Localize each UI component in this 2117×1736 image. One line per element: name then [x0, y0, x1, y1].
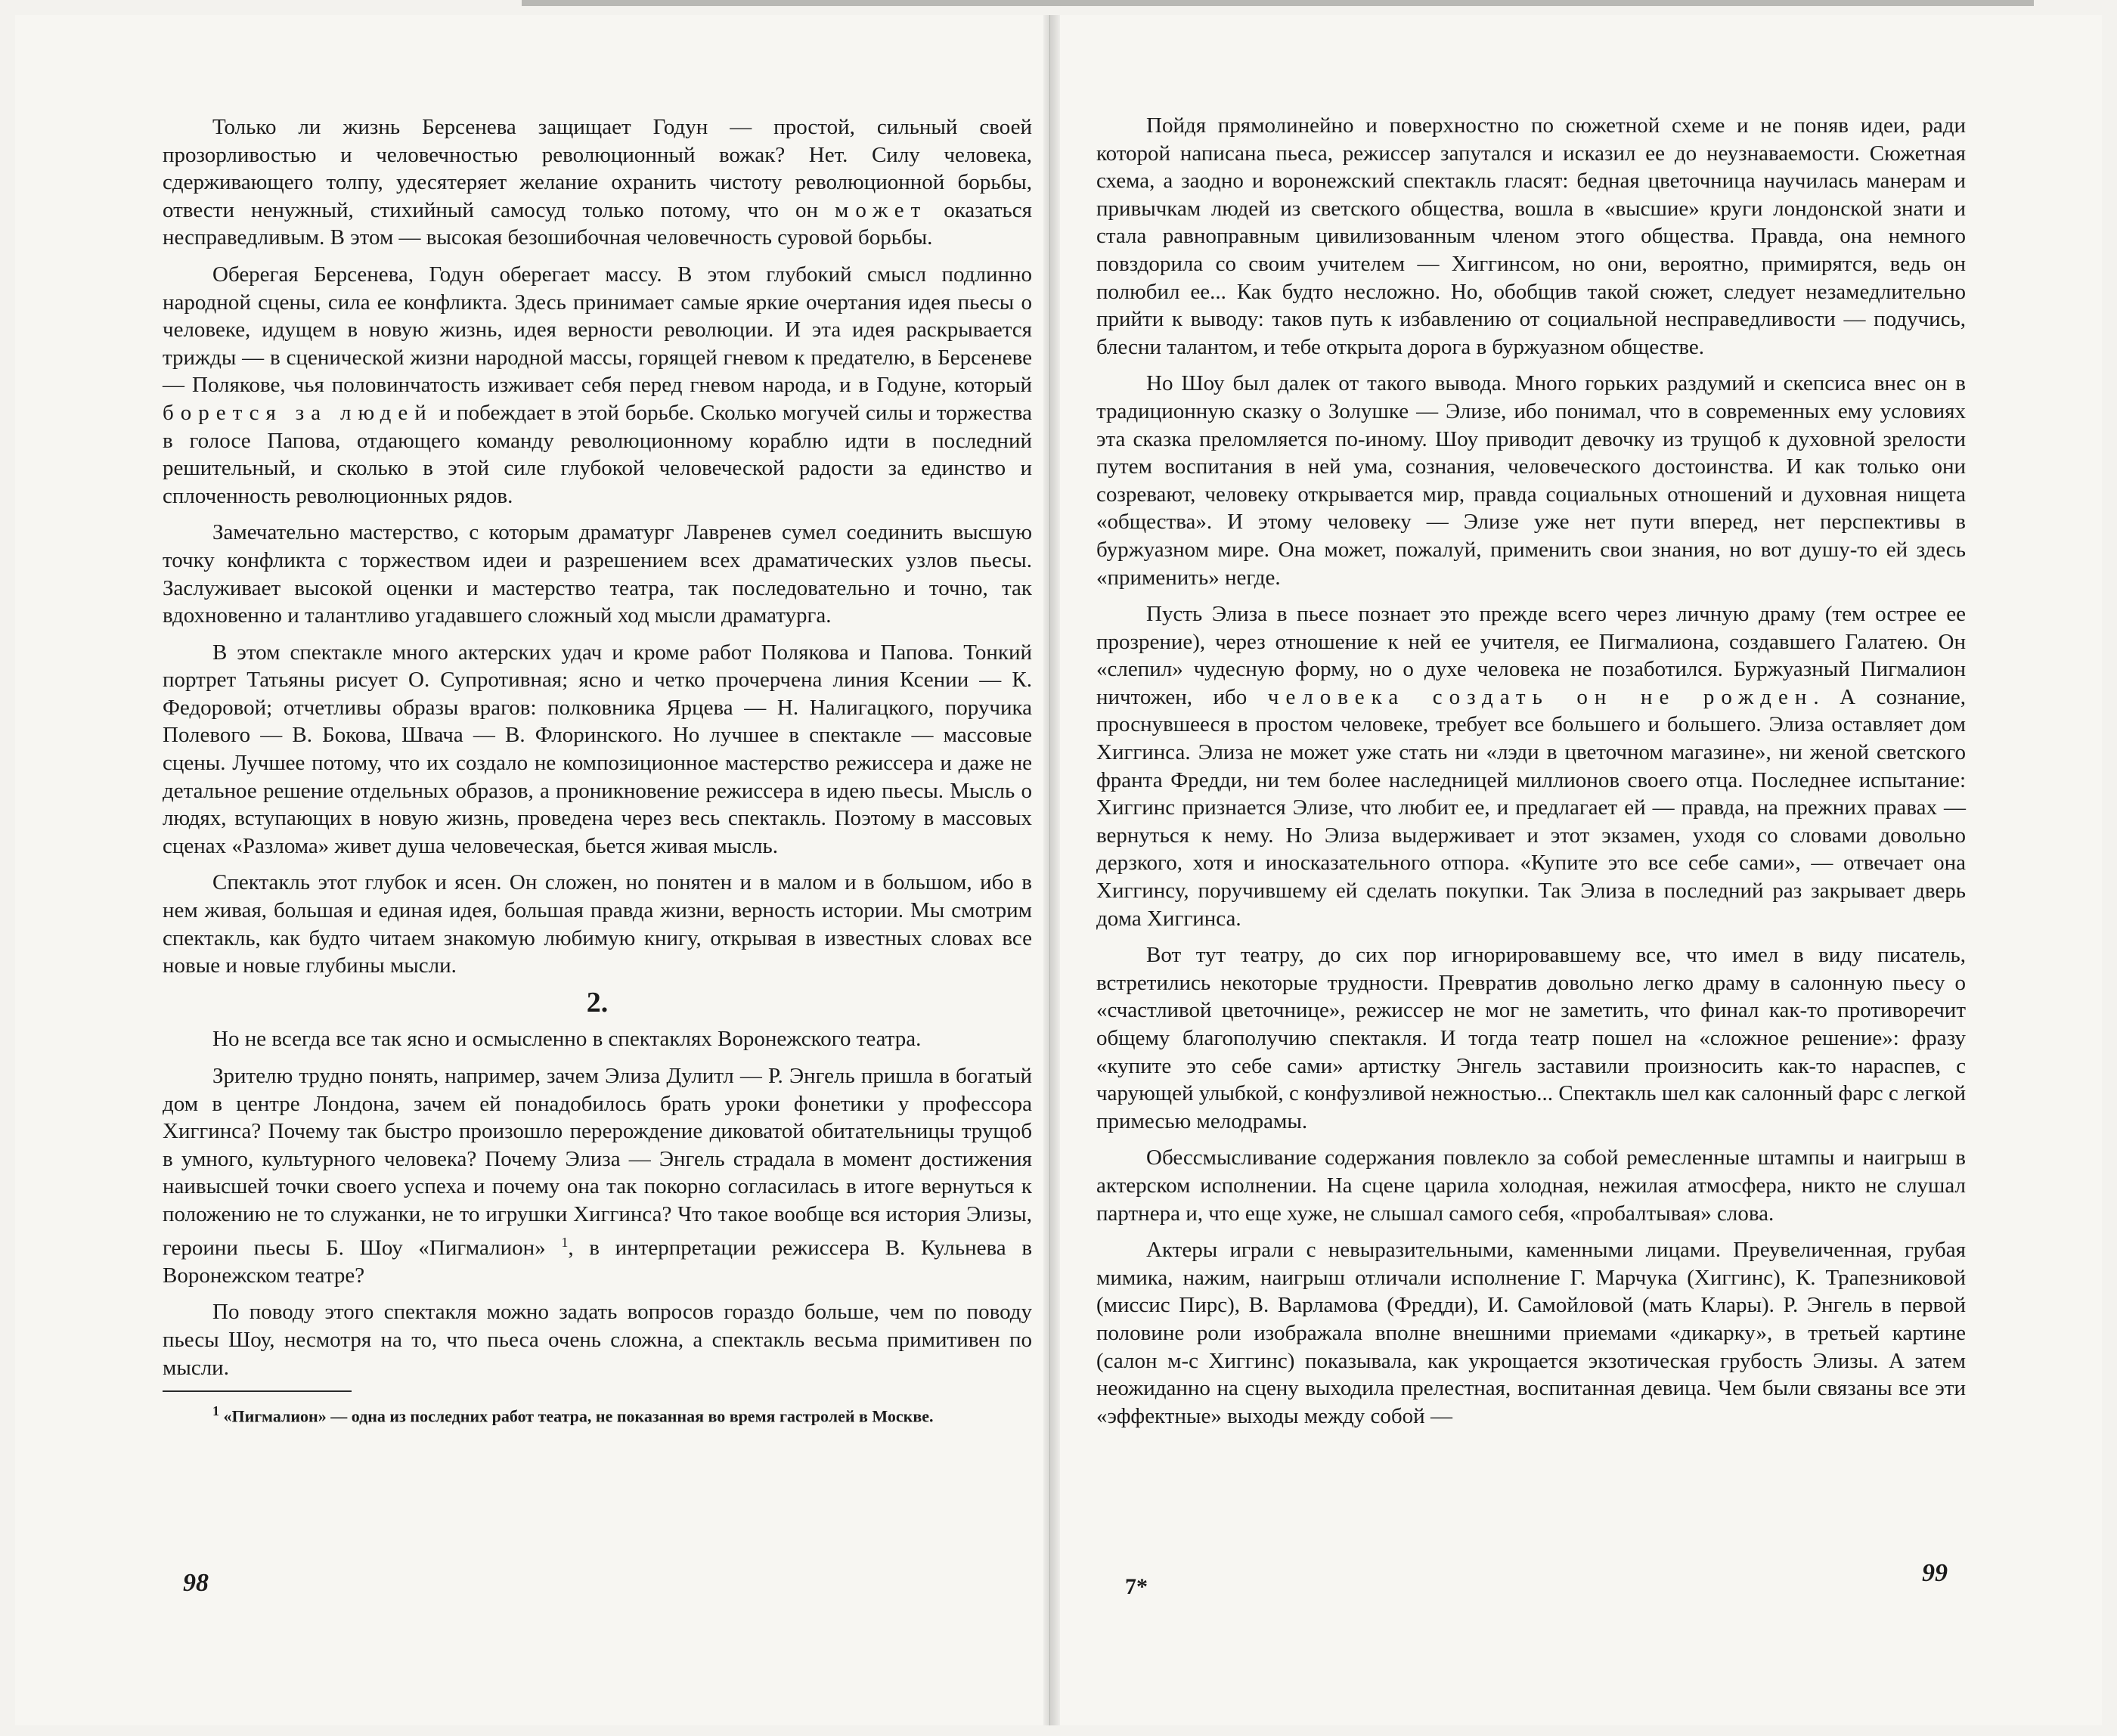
- left-page-text: [163, 113, 1032, 1437]
- paragraph-text: Зрителю трудно понять, например, зачем Элиза Дулитл — Р. Энгель пришла в богатый дом в центре Лондона, зачем ей понадобилось брать уроки фонетики у профессора Хиггинса? Почему так быстро произошло перерождение диковатой обитательницы трущоб в умного, культурного человека? Почему Элиза — Энгель страдала в момент достижения наивысшей точки своего успеха и почему она так покорно согласилась в итоге вернуться к положению не то служанки, не то игрушки Хиггинса? Что такое вообще вся история Элизы, героини пьесы Б. Шоу «Пигмалион»: [163, 1064, 1032, 1260]
- paragraph: Замечательно мастерство, с которым драматург Лавренев сумел соединить высшую точку конфликта с торжеством идеи и разрешением всех драматических узлов пьесы. Заслуживает высокой оценки и мастерство театра, так последовательно и точно, так вдохновенно и талантливо угадавшего сложный ход мысли драматурга.: [163, 520, 1032, 628]
- paragraph: Только ли жизнь Берсенева защищает Годун — простой, сильный своей прозорливостью и человечностью революционный вожак? Нет. Силу человека, сдерживающего толпу, удесятеряет желание охранить чистоту революционной борьбы, отвести ненужный, стихийный самосуд только потому, что он может оказаться несправедливым. В этом — высокая безошибочная человечность суровой борьбы.: [163, 115, 1032, 250]
- footnote: [163, 1400, 1032, 1428]
- paragraph: Пусть Элиза в пьесе познает это прежде всего через личную драму (тем острее ее прозрение), через отношение к ней ее учителя, ее Пигмалиона, создавшего Галатею. Он «слепил» чудесную форму, но о духе человека не позаботился. Буржуазный Пигмалион ничтожен, ибо человека создать он не рожден. А сознание, проснувшееся в простом человеке, требует все большего и большего. Элиза оставляет дом Хиггинса. Элиза не может уже стать ни «лэди в цветочном магазине», ни женой светского франта Фредди, ни тем более наследницей миллионов своего отца. Последнее испытание: Хиггинс признается Элизе, что любит ее, и предлагает ей — правда, на прежних правах — вернуться к нему. Но Элиза выдерживает и этот экзамен, уходя со словами довольно дерзкого, хотя и иносказательного отпора. «Купите это все себе сами», — отвечает она Хиггинсу, поручившему ей сделать покупки. Так Элиза в последний раз закрывает дверь дома Хиггинса.: [1096, 602, 1967, 931]
- spaced-emphasis: человека создать он не рожден: [1267, 684, 1814, 709]
- spaced-emphasis: борется за людей: [163, 400, 433, 425]
- spaced-emphasis: может: [834, 197, 928, 222]
- paragraph: Обессмысливание содержания повлекло за собой ремесленные штампы и наигрыш в актерском исполнении. На сцене царила холодная, нежилая атмосфера, никто не слушал партнера и, что еще хуже, не слышал самого себя, «пробалтывая» слова.: [1096, 1145, 1966, 1226]
- paragraph: Зрителю трудно понять, например, зачем Элиза Дулитл — Р. Энгель пришла в богатый дом в центре Лондона, зачем ей понадобилось брать уроки фонетики у профессора Хиггинса? Почему так быстро произошло перерождение диковатой обитательницы трущоб в умного, культурного человека? Почему Элиза — Энгель страдала в момент достижения наивысшей точки своего успеха и почему она так покорно согласилась в итоге вернуться к положению не то служанки, не то игрушки Хиггинса? Что такое вообще вся история Элизы, героини пьесы Б. Шоу «Пигмалион» $^1$, в интерпретации режиссера В. Кульнева в Воронежском театре?: [163, 1064, 1033, 1288]
- book-gutter: [1043, 15, 1060, 1725]
- paragraph: В этом спектакле много актерских удач и кроме работ Полякова и Папова. Тонкий портрет Татьяны рисует О. Супротивная; ясно и четко прочерчена линия Ксении — К. Федоровой; отчетливы образы врагов: полковника Ярцева — Н. Налигацкого, поручика Полевого — В. Бокова, Швача — В. Флоринского. Но лучшее в спектакле — массовые сцены. Лучшее потому, что их создало не композиционное мастерство режиссера и даже не детальное решение отдельных образов, а проникновение режиссера в идею пьесы. Мысль о людях, вступающих в новую жизнь, проведена через весь спектакль. Поэтому в массовых сценах «Разлома» живет душа человеческая, бьется живая мысль.: [163, 640, 1032, 858]
- footnote-marker: 1: [212, 1403, 219, 1419]
- paragraph: Но не всегда все так ясно и осмысленно в спектаклях Воронежского театра.: [212, 1027, 922, 1052]
- paragraph: Оберегая Берсенева, Годун оберегает массу. В этом глубокий смысл подлинно народной сцены, сила ее конфликта. Здесь принимает самые яркие очертания идея пьесы о человеке, идущем в новую жизнь, идея верности революции. И эта идея раскрывается трижды — в сценической жизни народной массы, горящей гневом к предателю, в Берсеневе — Полякове, чья половинчатость изживает себя перед гневом народа, и в Годуне, который борется за людей и побеждает в этой борьбе. Сколько могучей силы и торжества в голосе Папова, отдающего команду революционному кораблю идти в последний решительный, и сколько в этой силе глубокой человеческой радости за единство и сплоченность революционных рядов.: [163, 262, 1032, 508]
- paragraph: Пойдя прямолинейно и поверхностно по сюжетной схеме и не поняв идеи, ради которой написана пьеса, режиссер запутался и исказил ее до неузнаваемости. Сюжетная схема, а заодно и воронежский спектакль гласят: бедная цветочница научилась манерам и привычкам людей из светского общества, вошла в «высшие» круги лондонской знати и стала равноправным цивилизованным членом этого общества. Правда, она немного повздорила со своим учителем — Хиггинсом, но они, вероятно, примирятся, ведь он полюбил ее... Как будто несложно. Но, обобщив такой сюжет, следует незамедлительно прийти к выводу: таков путь к избавлению от социальной несправедливости — подучись, блесни талантом, и тебе открыта дорога в буржуазном обществе.: [1096, 113, 1966, 359]
- paragraph: Вот тут театру, до сих пор игнорировавшему все, что имел в виду писатель, встретились некоторые трудности. Превратив довольно легко драму в салонную пьесу о «счастливой цветочнице», режиссер не мог не заметить, что финал как-то противоречит общему благополучию спектакля. И тогда театр пошел на «сложное решение»: фразу «купите это себе сами» артистку Энгель заставили произносить как-то нараспев, с чарующей улыбкой, с конфузливой нежностью... Спектакль шел как салонный фарс с легкой примесью мелодрамы.: [1096, 943, 1966, 1133]
- footnote-divider: [163, 1390, 352, 1392]
- footnote-text: «Пигмалион» — одна из последних работ театра, не показанная во время гастролей в Москве.: [223, 1406, 934, 1426]
- page-number-right: 99: [1922, 1559, 1948, 1587]
- footnote-ref: 1: [561, 1234, 569, 1250]
- paragraph: По поводу этого спектакля можно задать вопросов гораздо больше, чем по поводу пьесы Шоу, несмотря на то, что пьеса очень сложна, а спектакль весьма примитивен по мысли.: [163, 1300, 1032, 1380]
- printer-signature-mark: 7*: [1125, 1574, 1148, 1599]
- paragraph: Спектакль этот глубок и ясен. Он сложен, но понятен и в малом и в большом, ибо в нем живая, большая и единая идея, большая правда жизни, верность истории. Мы смотрим спектакль, как будто читаем знакомую любимую книгу, открывая в известных словах все новые и новые глубины мысли.: [163, 870, 1032, 978]
- scan-top-edge: [522, 0, 2034, 6]
- right-page-text: [1096, 112, 1966, 1439]
- paragraph-text: в интерпретации режиссера В. Кульнева в Воронежском театре?: [163, 1235, 1033, 1288]
- page-number-left: 98: [183, 1569, 209, 1597]
- paragraph: Но Шоу был далек от такого вывода. Много горьких раздумий и скепсиса внес он в традиционную сказку о Золушке — Элизе, ибо понимал, что в современных ему условиях эта сказка преломляется по-иному. Шоу приводит девочку из трущоб к духовной зрелости путем воспитания в ней ума, сознания, человеческого достоинства. И как только они созревают, человеку открывается мир, правда социальных отношений и духовная нищета «общества». И этому человеку — Элизе уже нет пути вперед, нет перспективы в буржуазном мире. Она может, пожалуй, применить свои знания, но вот душу-то ей здесь «применить» негде.: [1096, 371, 1966, 590]
- section-number: 2.: [586, 986, 609, 1018]
- paragraph: Актеры играли с невыразительными, каменными лицами. Преувеличенная, грубая мимика, нажим, наигрыш отличали исполнение Г. Марчука (Хиггинс), К. Трапезниковой (миссис Пирс), В. Варламова (Фредди), И. Самойловой (мать Клары). Р. Энгель в первой половине роли изображала вполне внешними приемами «дикарку», в третьей картине (салон м-с Хиггинс) показывала, как укрощается экзотическая грубость Элизы. А затем неожиданно на сцену выходила прелестная, воспитанная девица. Чем были связаны все эти «эффектные» выходы между собой —: [1096, 1238, 1966, 1428]
